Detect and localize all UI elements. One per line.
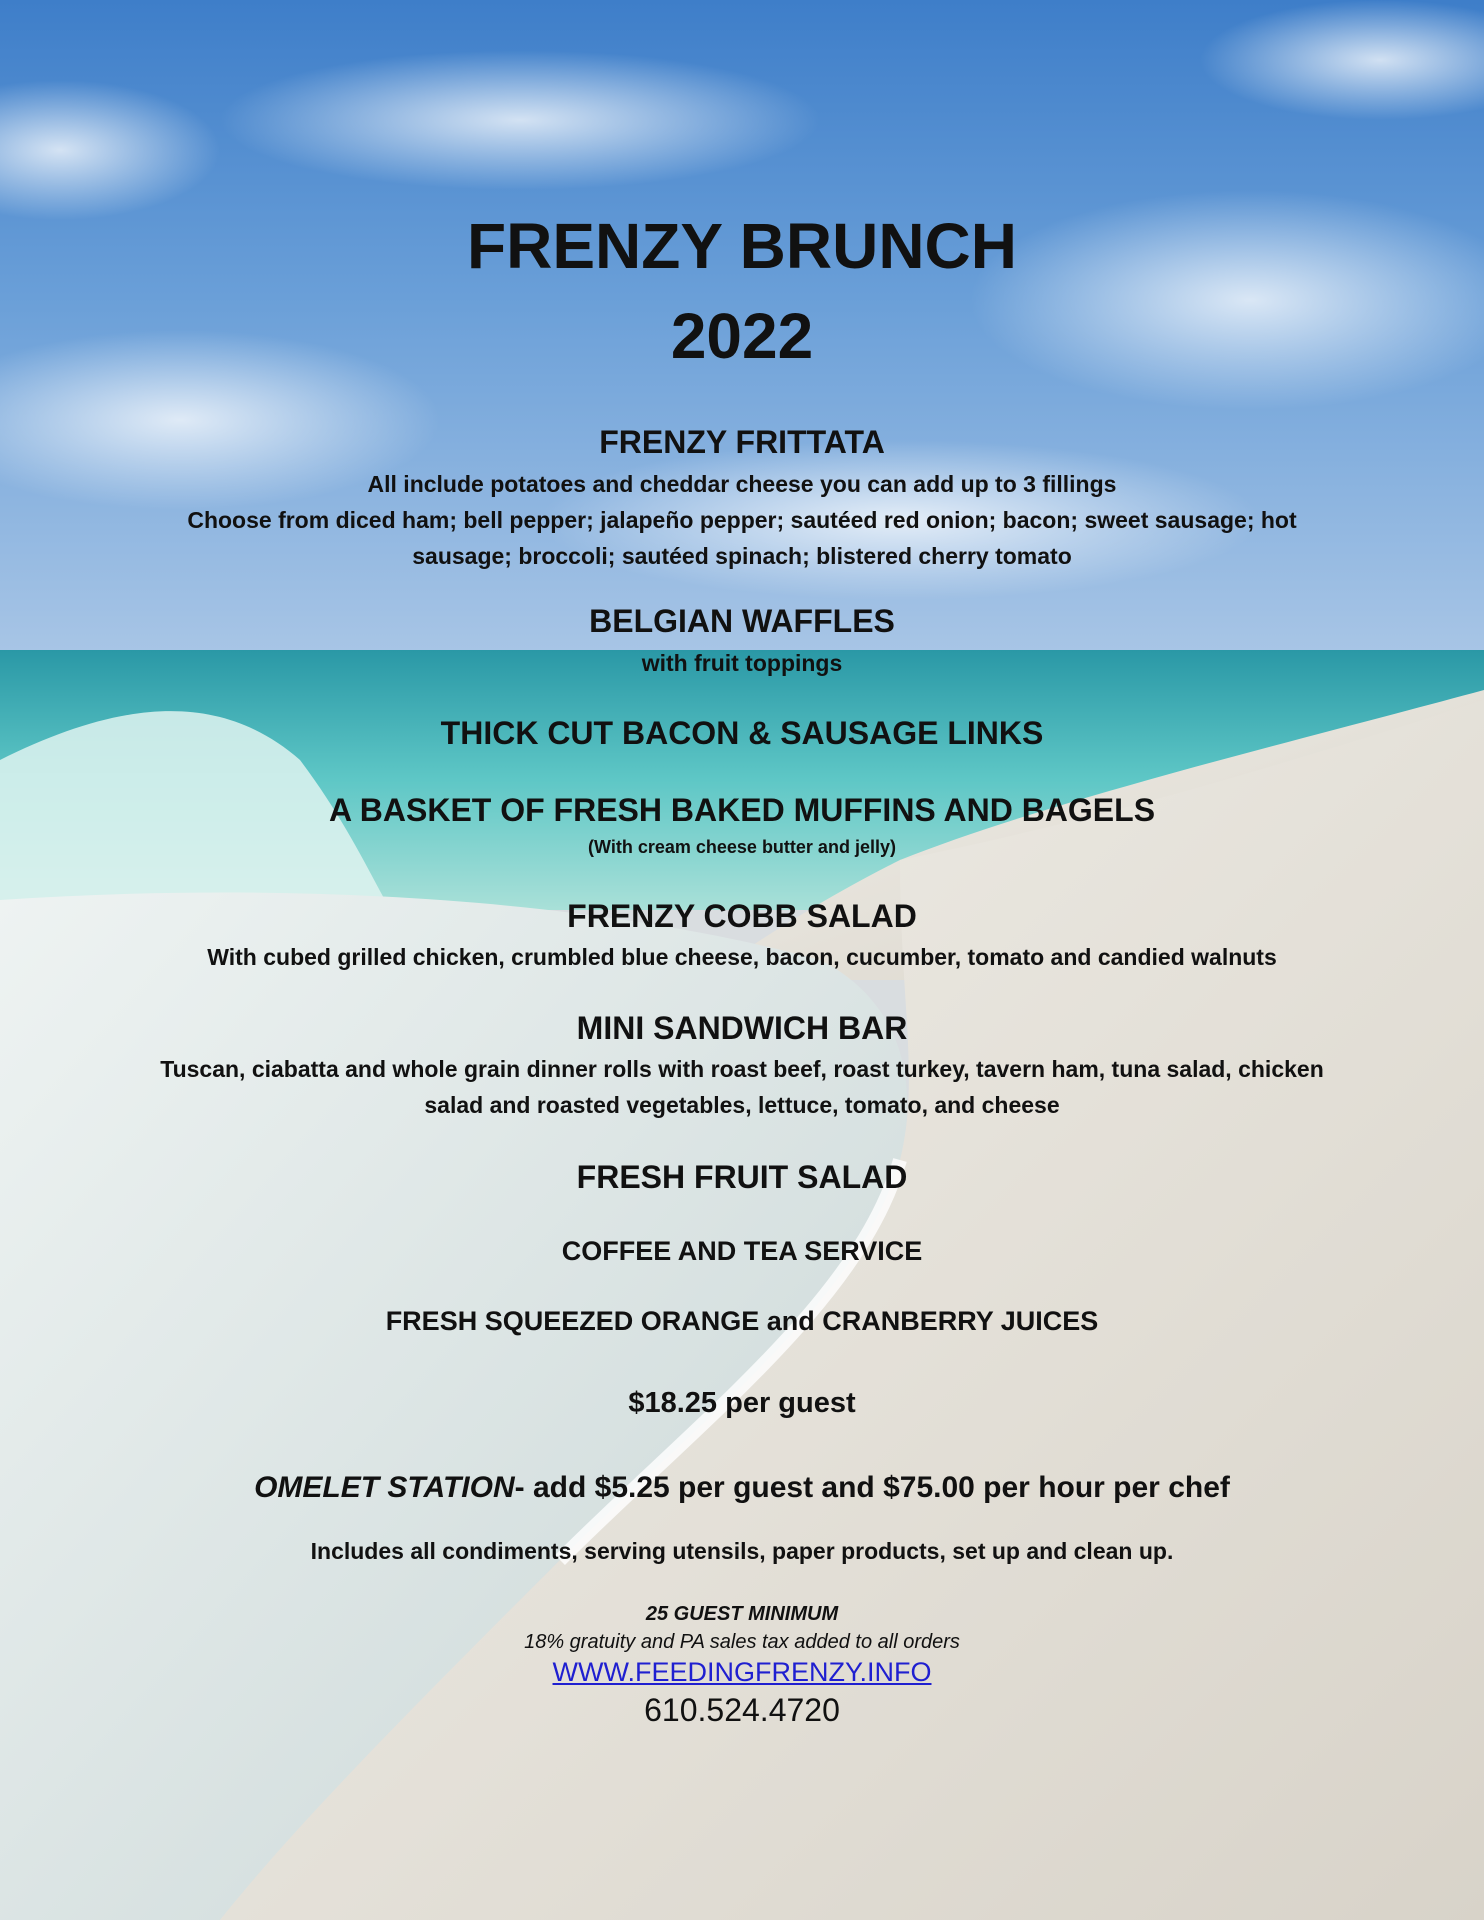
includes-line: Includes all condiments, serving utensils, paper products, set up and clean up. bbox=[310, 1538, 1174, 1564]
frittata-line-2: Choose from diced ham; bell pepper; jalapeño pepper; sautéed red onion; bacon; sweet sausage; hot bbox=[187, 507, 1297, 533]
website-line bbox=[0, 1659, 1484, 1686]
coffee-heading: COFFEE AND TEA SERVICE bbox=[561, 1236, 923, 1266]
gratuity-note: 18% gratuity and PA sales tax added to all orders bbox=[524, 1631, 960, 1653]
waffles-heading: BELGIAN WAFFLES bbox=[589, 603, 895, 639]
bacon-heading: THICK CUT BACON & SAUSAGE LINKS bbox=[440, 715, 1044, 751]
sandwich-heading: MINI SANDWICH BAR bbox=[576, 1010, 908, 1046]
frittata-line-1: All include potatoes and cheddar cheese you can add up to 3 fillings bbox=[367, 471, 1117, 497]
cobb-sub: With cubed grilled chicken, crumbled blue cheese, bacon, cucumber, tomato and candied walnuts bbox=[207, 944, 1277, 970]
basket-sub: (With cream cheese butter and jelly) bbox=[588, 837, 896, 857]
price-per-guest: $18.25 per guest bbox=[628, 1387, 856, 1419]
waffles-sub: with fruit toppings bbox=[641, 650, 843, 676]
menu-title: FRENZY BRUNCH bbox=[467, 210, 1017, 282]
menu-year: 2022 bbox=[670, 300, 814, 372]
omelet-station-line bbox=[0, 1473, 1484, 1503]
sandwich-line-2: salad and roasted vegetables, lettuce, tomato, and cheese bbox=[424, 1092, 1060, 1118]
cobb-heading: FRENZY COBB SALAD bbox=[567, 898, 917, 934]
frittata-line-3: sausage; broccoli; sautéed spinach; blistered cherry tomato bbox=[412, 543, 1072, 569]
frittata-heading: FRENZY FRITTATA bbox=[599, 424, 885, 460]
sandwich-line-1: Tuscan, ciabatta and whole grain dinner rolls with roast beef, roast turkey, tavern ham, tuna salad, chicken bbox=[160, 1056, 1324, 1082]
juices-heading: FRESH SQUEEZED ORANGE and CRANBERRY JUICES bbox=[385, 1306, 1099, 1336]
omelet-station-text: - add $5.25 per guest and $75.00 per hour per chef bbox=[514, 1471, 1230, 1504]
website-link[interactable]: WWW.FEEDINGFRENZY.INFO bbox=[552, 1657, 932, 1687]
phone-number: 610.524.4720 bbox=[644, 1692, 840, 1728]
omelet-station-label: OMELET STATION bbox=[254, 1471, 515, 1504]
fruit-heading: FRESH FRUIT SALAD bbox=[576, 1159, 908, 1195]
basket-heading: A BASKET OF FRESH BAKED MUFFINS AND BAGELS bbox=[328, 792, 1156, 828]
guest-minimum: 25 GUEST MINIMUM bbox=[645, 1603, 839, 1625]
